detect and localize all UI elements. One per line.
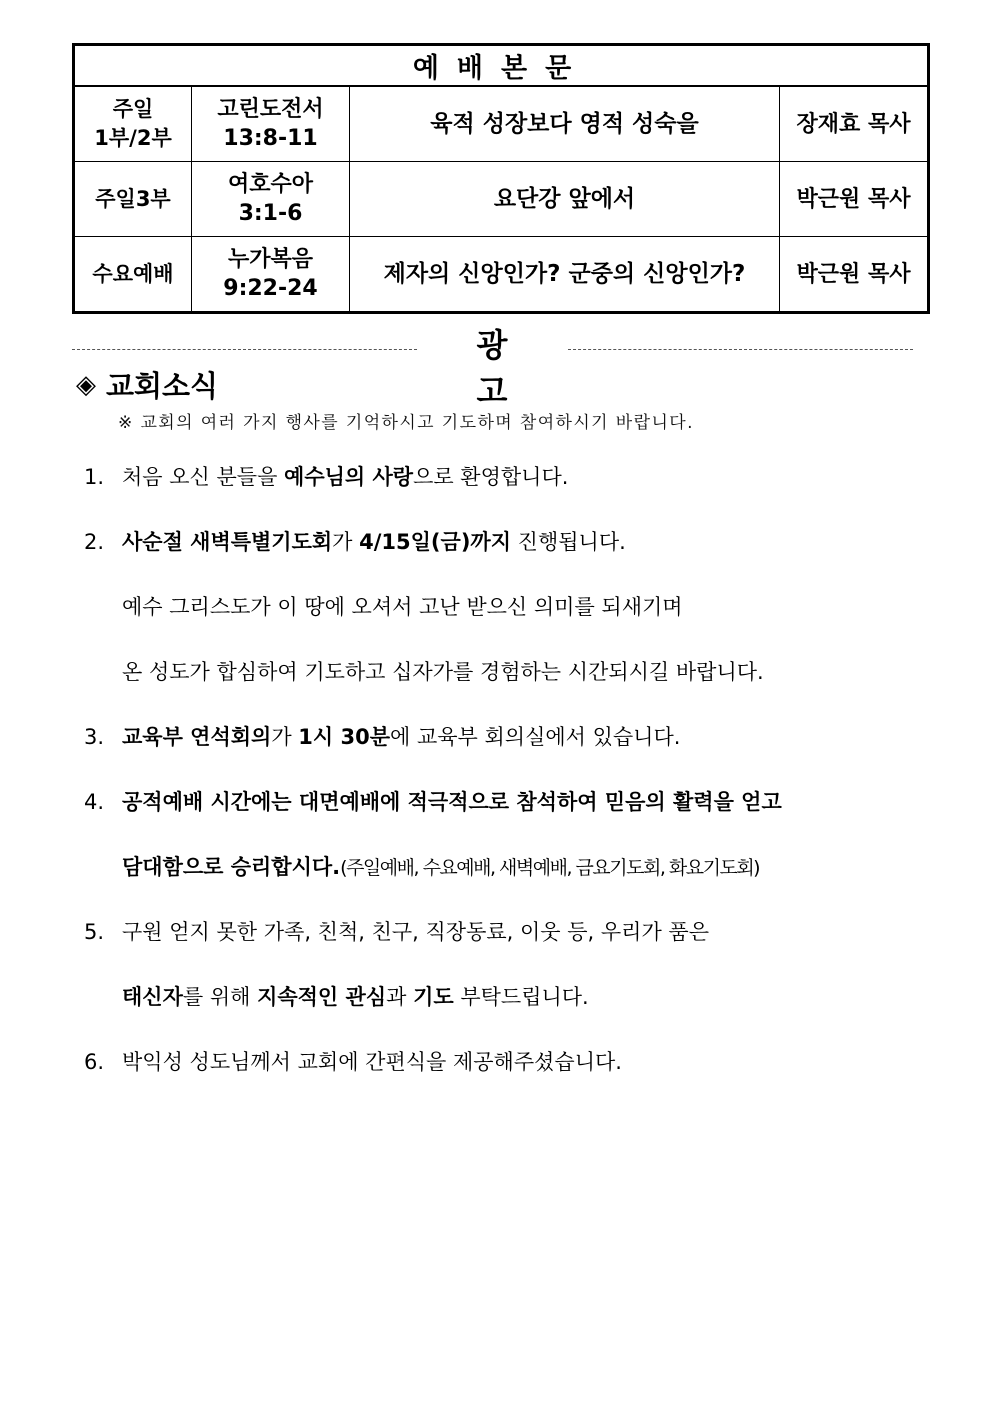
- pastor-name: 장재효 목사: [780, 86, 929, 162]
- list-item: 5. 구원 얻지 못한 가족, 친척, 친구, 직장동료, 이웃 등, 우리가 품은: [84, 920, 709, 944]
- diamond-bullet-icon: ◈: [76, 369, 96, 400]
- worship-table: [72, 43, 930, 314]
- service-name: 수요예배: [74, 237, 192, 313]
- service-name: 주일3부: [74, 162, 192, 237]
- sermon-title: 육적 성장보다 영적 성숙을: [350, 86, 780, 162]
- news-note: ※ 교회의 여러 가지 행사를 기억하시고 기도하며 참여하시기 바랍니다.: [118, 413, 694, 433]
- worship-table-title: 예배본문: [74, 45, 929, 87]
- table-row: [74, 86, 929, 162]
- divider-left: [72, 349, 417, 350]
- service-name: 주일 1부/2부: [74, 86, 192, 162]
- list-item-continuation: 담대함으로 승리합시다.(주일예배, 수요예배, 새벽예배, 금요기도회, 화요기도회): [122, 855, 760, 879]
- list-item: 3. 교육부 연석회의가 1시 30분에 교육부 회의실에서 있습니다.: [84, 725, 681, 749]
- news-list: [84, 455, 944, 1105]
- sermon-title: 제자의 신앙인가? 군중의 신앙인가?: [350, 237, 780, 313]
- divider-right: [568, 349, 913, 350]
- table-row: [74, 162, 929, 237]
- news-title: 교회소식: [106, 369, 219, 403]
- scripture: 누가복음 9:22-24: [192, 237, 350, 313]
- list-item: 6. 박익성 성도님께서 교회에 간편식을 제공해주셨습니다.: [84, 1050, 622, 1074]
- news-heading: [76, 364, 218, 405]
- list-item-continuation: 온 성도가 합심하여 기도하고 십자가를 경험하는 시간되시길 바랍니다.: [122, 660, 764, 684]
- pastor-name: 박근원 목사: [780, 237, 929, 313]
- list-item: 4. 공적예배 시간에는 대면예배에 적극적으로 참석하여 믿음의 활력을 얻고: [84, 790, 782, 814]
- list-item-continuation: 예수 그리스도가 이 땅에 오셔서 고난 받으신 의미를 되새기며: [122, 595, 683, 619]
- list-item: 2. 사순절 새벽특별기도회가 4/15일(금)까지 진행됩니다.: [84, 530, 626, 554]
- ad-title: 광고: [476, 326, 544, 410]
- list-item-continuation: 태신자를 위해 지속적인 관심과 기도 부탁드립니다.: [122, 985, 589, 1009]
- pastor-name: 박근원 목사: [780, 162, 929, 237]
- table-row: [74, 237, 929, 313]
- scripture: 여호수아 3:1-6: [192, 162, 350, 237]
- sermon-title: 요단강 앞에서: [350, 162, 780, 237]
- list-item: 1. 처음 오신 분들을 예수님의 사랑으로 환영합니다.: [84, 465, 569, 489]
- scripture: 고린도전서 13:8-11: [192, 86, 350, 162]
